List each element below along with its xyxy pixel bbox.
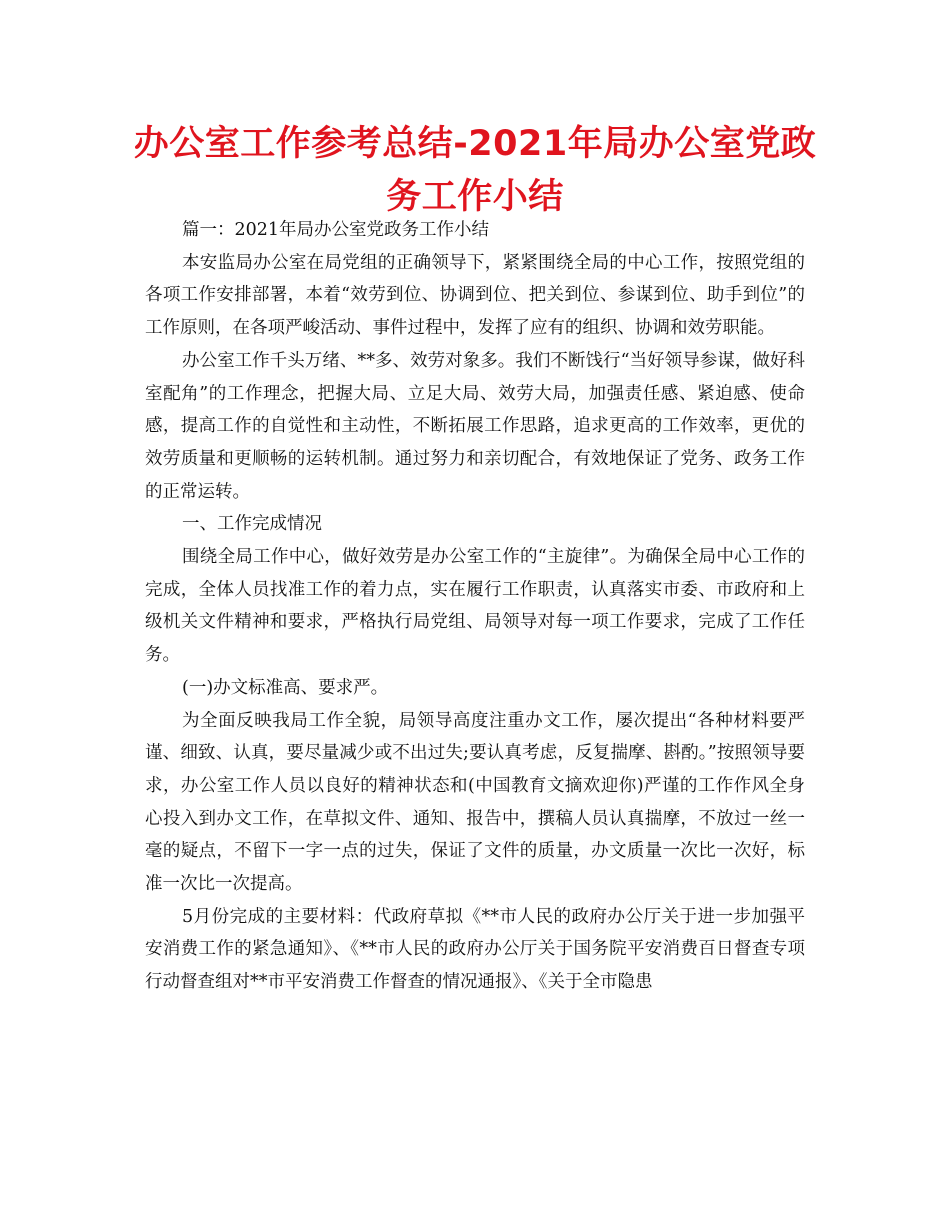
document-title: 办公室工作参考总结-2021年局办公室党政务工作小结	[133, 124, 817, 217]
paragraph-document-quality: 为全面反映我局工作全貌，局领导高度注重办文工作，屡次提出“各种材料要严谨、细致、认真，要尽量减少或不出过失;要认真考虑，反复揣摩、斟酌。”按照领导要求，办公室工作人员以良好的精神状态和(中国教育文摘欢迎你)严谨的工作作风全身心投入到办文工作，在草拟文件、通知、报告中，撰稿人员认真揣摩，不放过一丝一毫的疑点，不留下一字一点的过失，保证了文件的质量，办文质量一次比一次好，标准一次比一次提高。	[145, 710, 805, 895]
heading-document-standards: (一)办文标准高、要求严。	[182, 677, 389, 698]
paragraph-work-philosophy: 办公室工作千头万绪、**多、效劳对象多。我们不断饯行“当好领导参谋，做好科室配角”的工作理念，把握大局、立足大局、效劳大局，加强责任感、紧迫感、使命感，提高工作的自觉性和主动性，不断拓展工作思路，追求更高的工作效率，更优的效劳质量和更顺畅的运转机制。通过努力和亲切配合，有效地保证了党务、政务工作的正常运转。	[145, 350, 805, 502]
paragraph-section-heading: 篇一：2021年局办公室党政务工作小结	[182, 220, 490, 240]
paragraph-work-center: 围绕全局工作中心，做好效劳是办公室工作的“主旋律”。为确保全局中心工作的完成，全体人员找准工作的着力点，实在履行工作职责，认真落实市委、市政府和上级机关文件精神和要求，严格执行局党组、局领导对每一项工作要求，完成了工作任务。	[145, 547, 805, 666]
heading-work-completion: 一、工作完成情况	[182, 514, 322, 535]
document-body	[145, 214, 805, 999]
paragraph-intro: 本安监局办公室在局党组的正确领导下，紧紧围绕全局的中心工作，按照党组的各项工作安排部署，本着“效劳到位、协调到位、把关到位、参谋到位、助手到位”的工作原则，在各项严峻活动、事件过程中，发挥了应有的组织、协调和效劳职能。	[145, 252, 805, 339]
paragraph-may-materials: 5月份完成的主要材料：代政府草拟《**市人民的政府办公厅关于进一步加强平安消费工作的紧急通知》、《**市人民的政府办公厅关于国务院平安消费百日督查专项行动督查组对**市平安消费工作督查的情况通报》、《关于全市隐患	[145, 906, 805, 993]
